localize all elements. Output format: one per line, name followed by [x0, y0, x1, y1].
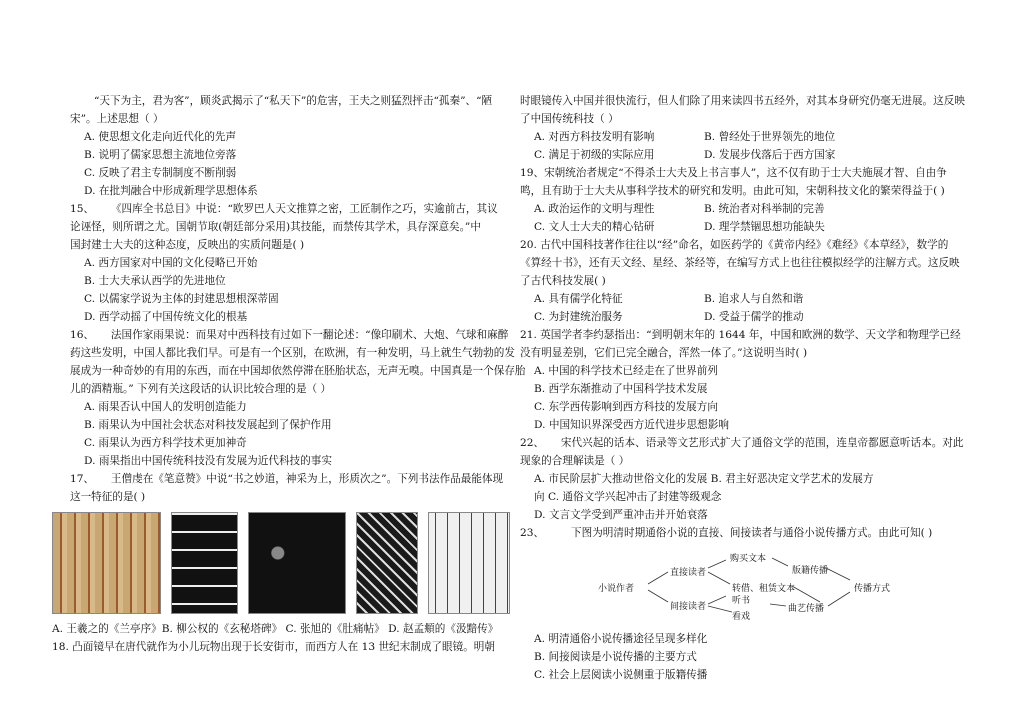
node-author: 小说作者	[598, 584, 635, 594]
q17-text: 王僧虔在《笔意赞》中说“书之妙道，神采为上，形质次之”。下列书法作品最能体现	[110, 473, 504, 485]
q20-options-row1	[520, 290, 970, 308]
q18-option-d: D. 发展步伐落后于西方国家	[704, 149, 836, 161]
q15-text: 《四库全书总目》中说：“欧罗巴人天文推算之密，工匠制作之巧，实逾前古，其议	[110, 203, 498, 215]
q18-option-a: A. 对西方科技发明有影响	[534, 131, 655, 143]
q15-stem-line3: 国封建士大夫的这种态度，反映出的实质问题是( )	[70, 239, 305, 251]
node-watch-opera: 看戏	[732, 612, 751, 622]
q19-stem-line1: 19、宋朝统治者规定“不得杀士大夫及上书言事人”，这不仅有助于士大夫施展才智、自由争	[520, 167, 947, 179]
q15-stem-line1	[70, 200, 510, 218]
q20-option-b: B. 追求人与自然和谐	[704, 293, 804, 305]
q15-option-d: D. 西学动摇了中国传统文化的根基	[84, 311, 248, 323]
q18-option-b: B. 曾经处于世界领先的地位	[704, 131, 836, 143]
q19-option-a: A. 政治运作的文明与理性	[534, 203, 655, 215]
q19-options-row1	[520, 200, 970, 218]
q19-options-row2	[520, 218, 970, 236]
xuanmita-image	[171, 512, 238, 614]
q23-stem-line1	[520, 524, 970, 542]
q17-caption: A. 王羲之的《兰亭序》B. 柳公权的《玄秘塔碑》 C. 张旭的《肚痛帖》 D. 赵孟頫的《汲黯传》	[52, 623, 499, 635]
q15-stem-line2: 论诬怪，则所谓之尤。国朝节取(朝廷部分采用)其技能，而禁传其学术，具存深意矣。”中	[70, 221, 481, 233]
q16-stem-line2: 药这些发明，中国人都比我们早。可是有一个区别，在欧洲，有一种发明，马上就生气勃勃的发	[70, 347, 515, 359]
q22-option-d: D. 文言文学受到严重冲击并开始衰落	[534, 509, 708, 521]
q23-option-a: A. 明清通俗小说传播途径呈现多样化	[534, 633, 708, 645]
q21-stem-line1: 21. 英国学者李约瑟指出：“到明朝末年的 1644 年，中国和欧洲的数学、天文学和物理学已经	[520, 329, 961, 341]
q20-option-a: A. 具有儒学化特征	[534, 293, 623, 305]
q16-number: 16、	[70, 329, 95, 341]
q16-option-d: D. 雨果指出中国传统科技没有发展为近代科技的事实	[84, 455, 332, 467]
node-direct-reader: 直接读者	[670, 568, 707, 578]
node-print-propagation: 版籍传播	[792, 566, 829, 576]
q16-option-a: A. 雨果否认中国人的发明创造能力	[84, 401, 247, 413]
q15-option-c: C. 以儒家学说为主体的封建思想根深蒂固	[84, 293, 279, 305]
q18-stem-line3: 了中国传统科技（ ）	[520, 113, 619, 125]
q17-stem-line2: 这一特征的是( )	[70, 491, 146, 503]
q16-stem-line1	[70, 326, 510, 344]
q22-option-c: 向 C. 通俗文学兴起冲击了封建等级观念	[534, 491, 722, 503]
q21-option-c: C. 东学西传影响到西方科技的发展方向	[534, 401, 718, 413]
q21-option-d: D. 中国知识界深受西方近代进步思想影响	[534, 419, 729, 431]
q19-option-c: C. 文人士大夫的精心钻研	[534, 221, 655, 233]
q19-option-d: D. 理学禁锢思想功能缺失	[704, 221, 825, 233]
q20-stem-line1: 20. 古代中国科技著作往往以“经”命名，如医药学的《黄帝内经》《难经》《本草经》，数学的	[520, 239, 949, 251]
q18-stem-line1: 18. 凸面镜早在唐代就作为小儿玩物出现于长安街市，而西方人在 13 世纪末制成了眼镜。明朝	[52, 641, 495, 653]
q17-number: 17、	[70, 473, 95, 485]
q15-option-b: B. 士大夫承认西学的先进地位	[84, 275, 226, 287]
node-propagation-mode: 传播方式	[854, 584, 891, 594]
q16-option-c: C. 雨果认为西方科学技术更加神奇	[84, 437, 247, 449]
q23-text: 下图为明清时期通俗小说的直接、间接读者与通俗小说传播方式。由此可知( )	[571, 527, 933, 539]
q21-stem-line2: 没有明显差别，它们已完全融合，浑然一体了。”这说明当时( )	[520, 347, 808, 359]
q21-option-a: A. 中国的科学技术已经走在了世界前列	[534, 365, 718, 377]
q17-stem-line1	[70, 470, 510, 488]
q20-option-d: D. 受益于儒学的推动	[704, 311, 804, 323]
lantingxu-image	[52, 512, 161, 614]
q18-options-row2	[520, 146, 970, 164]
q22-number: 22、	[520, 437, 545, 449]
q14-option-d: D. 在批判融合中形成新理学思想体系	[84, 185, 258, 197]
q22-text: 宋代兴起的话本、语录等文艺形式扩大了通俗文学的范围，连皇帝都愿意听话本。对此	[560, 437, 964, 449]
calligraphy-image-4	[356, 512, 417, 614]
q19-option-b: B. 统治者对科举制的完善	[704, 203, 825, 215]
calligraphy-images	[52, 512, 510, 616]
q16-stem-line4: 儿的酒精瓶。” 下列有关这段话的认识比较合理的是（ ）	[70, 383, 332, 395]
q18-option-c: C. 满足于初级的实际应用	[534, 149, 655, 161]
q18-stem-line2: 时眼镜传入中国并很快流行，但人们除了用来读四书五经外，对其本身研究仍毫无进展。这反映	[520, 95, 965, 107]
dutongtie-image	[248, 512, 346, 614]
q18-options-row1	[520, 128, 970, 146]
q14-option-a: A. 使思想文化走向近代化的先声	[84, 131, 237, 143]
q20-option-c: C. 为封建统治服务	[534, 311, 623, 323]
q20-stem-line2: 《算经十书》，还有天文经、星经、茶经等，在编写方式上也往往模拟经学的注解方式。这反映	[520, 257, 960, 269]
q22-stem-line1	[520, 434, 970, 452]
node-indirect-reader: 间接读者	[670, 602, 707, 612]
node-opera-propagation: 曲艺传播	[788, 604, 825, 614]
q22-stem-line2: 现象的合理解读是（ ）	[520, 455, 630, 467]
node-rent-text: 转借、租赁文本	[732, 584, 796, 594]
q23-option-b: B. 间接阅读是小说传播的主要方式	[534, 651, 697, 663]
jianzhuan-image	[428, 512, 510, 614]
q21-option-b: B. 西学东渐推动了中国科学技术发展	[534, 383, 708, 395]
q23-number: 23、	[520, 527, 545, 539]
propagation-diagram	[520, 546, 970, 626]
q22-option-ab: A. 市民阶层扩大推动世俗文化的发展 B. 君主好恶决定文学艺术的发展方	[534, 473, 874, 485]
node-listen: 听书	[732, 596, 751, 606]
q20-stem-line3: 了古代科技发展( )	[520, 275, 606, 287]
left-column	[52, 92, 526, 656]
right-column	[520, 92, 970, 684]
q20-options-row2	[520, 308, 970, 326]
q16-option-b: B. 雨果认为中国社会状态对科技发展起到了保护作用	[84, 419, 332, 431]
q14-stem-line2: 宋”。上述思想（ ）	[70, 113, 164, 125]
q14-option-b: B. 说明了儒家思想主流地位旁落	[84, 149, 237, 161]
q19-stem-line2: 鸣，且有助于士大夫从事科学技术的研究和发明。由此可知，宋朝科技文化的繁荣得益于( )	[520, 185, 945, 197]
q15-number: 15、	[70, 203, 95, 215]
q14-stem-line1: “天下为主，君为客”，顾炎武揭示了“私天下”的危害，王夫之则猛烈抨击“孤秦”、“陋	[94, 95, 493, 107]
q16-text: 法国作家雨果说：而果对中西科技有过如下一翻论述：“像印刷术、大炮、气球和麻醉	[110, 329, 509, 341]
q23-option-c: C. 社会上层阅读小说侧重于版籍传播	[534, 669, 708, 681]
q16-stem-line3: 展成为一种奇妙的有用的东西，而在中国却依然停滞在胚胎状态，无声无嗅。中国真是一个保存胎	[70, 365, 526, 377]
q15-option-a: A. 西方国家对中国的文化侵略已开始	[84, 257, 258, 269]
q14-option-c: C. 反映了君主专制制度不断削弱	[84, 167, 237, 179]
node-buy-text: 购买文本	[730, 554, 767, 564]
